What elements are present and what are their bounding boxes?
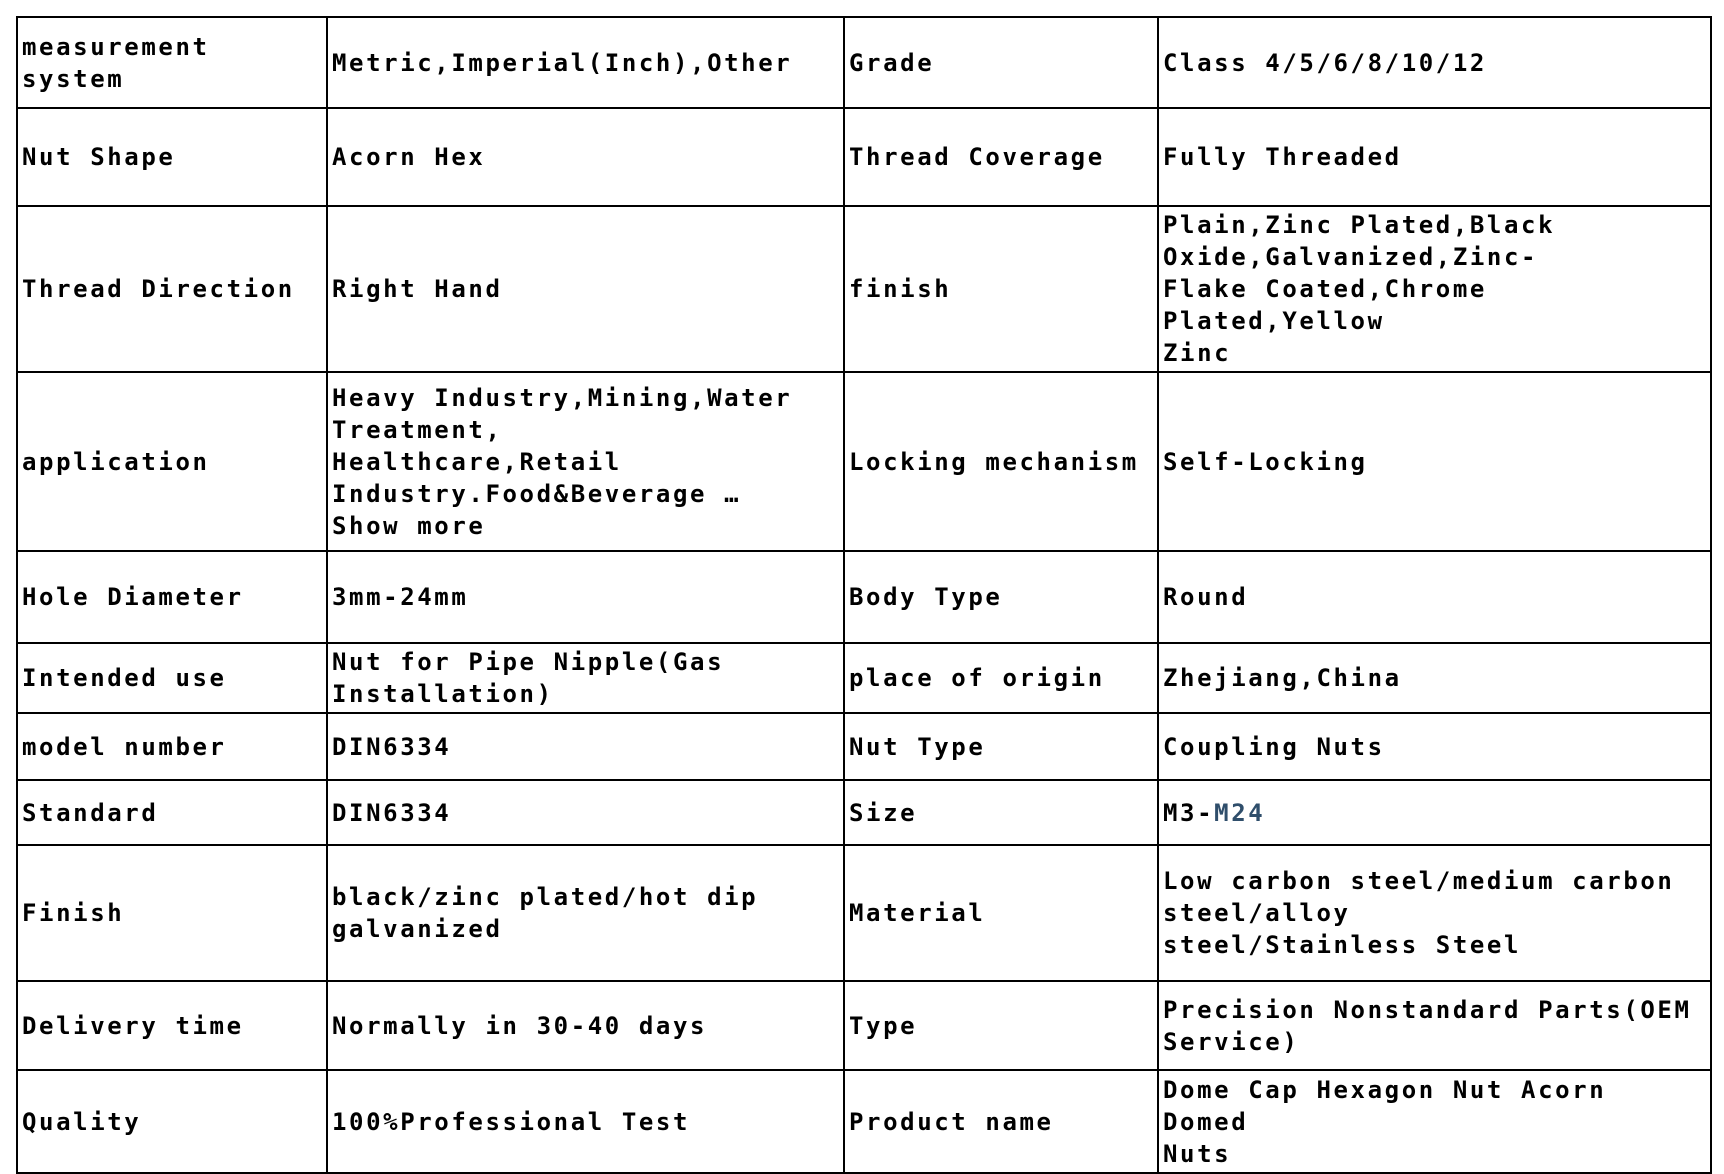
table-row [17, 108, 1711, 206]
spec-label: Grade [844, 17, 1158, 108]
spec-value: Precision Nonstandard Parts(OEM Service) [1158, 981, 1711, 1070]
spec-value: Round [1158, 551, 1711, 643]
spec-label: Standard [17, 780, 327, 845]
spec-value: Heavy Industry,Mining,Water Treatment, Healthcare,Retail Industry.Food&Beverage … Show more [327, 372, 844, 551]
spec-value: Metric,Imperial(Inch),Other [327, 17, 844, 108]
spec-value: Normally in 30-40 days [327, 981, 844, 1070]
spec-table [16, 16, 1712, 1174]
spec-value: Coupling Nuts [1158, 713, 1711, 780]
spec-label: model number [17, 713, 327, 780]
spec-label: Material [844, 845, 1158, 981]
spec-label: place of origin [844, 643, 1158, 713]
size-prefix: M3- [1163, 798, 1215, 827]
spec-label: Size [844, 780, 1158, 845]
spec-label: Hole Diameter [17, 551, 327, 643]
table-row [17, 17, 1711, 108]
spec-label: Quality [17, 1070, 327, 1173]
spec-value: Acorn Hex [327, 108, 844, 206]
size-accent: M24 [1214, 798, 1266, 827]
spec-value: Fully Threaded [1158, 108, 1711, 206]
table-row [17, 206, 1711, 372]
spec-value: Zhejiang,China [1158, 643, 1711, 713]
spec-value-size [1158, 780, 1711, 845]
table-row [17, 372, 1711, 551]
spec-label: Product name [844, 1070, 1158, 1173]
spec-value: DIN6334 [327, 713, 844, 780]
spec-label: measurement system [17, 17, 327, 108]
spec-value: 100%Professional Test [327, 1070, 844, 1173]
spec-value: Low carbon steel/medium carbon steel/alloy steel/Stainless Steel [1158, 845, 1711, 981]
table-row [17, 981, 1711, 1070]
spec-label: application [17, 372, 327, 551]
table-row [17, 845, 1711, 981]
spec-label: Nut Shape [17, 108, 327, 206]
spec-value: 3mm-24mm [327, 551, 844, 643]
spec-value: Nut for Pipe Nipple(Gas Installation) [327, 643, 844, 713]
table-row [17, 780, 1711, 845]
spec-label: Thread Direction [17, 206, 327, 372]
spec-label: Thread Coverage [844, 108, 1158, 206]
spec-label: Finish [17, 845, 327, 981]
spec-value: DIN6334 [327, 780, 844, 845]
spec-value: Right Hand [327, 206, 844, 372]
spec-label: Nut Type [844, 713, 1158, 780]
spec-label: Locking mechanism [844, 372, 1158, 551]
spec-value: Class 4/5/6/8/10/12 [1158, 17, 1711, 108]
spec-value: Plain,Zinc Plated,Black Oxide,Galvanized,Zinc- Flake Coated,Chrome Plated,Yellow Zinc [1158, 206, 1711, 372]
spec-label: Body Type [844, 551, 1158, 643]
spec-label: finish [844, 206, 1158, 372]
spec-value: Dome Cap Hexagon Nut Acorn Domed Nuts [1158, 1070, 1711, 1173]
spec-label: Delivery time [17, 981, 327, 1070]
spec-value: Self-Locking [1158, 372, 1711, 551]
spec-label: Intended use [17, 643, 327, 713]
spec-label: Type [844, 981, 1158, 1070]
spec-value: black/zinc plated/hot dip galvanized [327, 845, 844, 981]
table-row [17, 713, 1711, 780]
table-row [17, 551, 1711, 643]
table-row [17, 1070, 1711, 1173]
table-row [17, 643, 1711, 713]
